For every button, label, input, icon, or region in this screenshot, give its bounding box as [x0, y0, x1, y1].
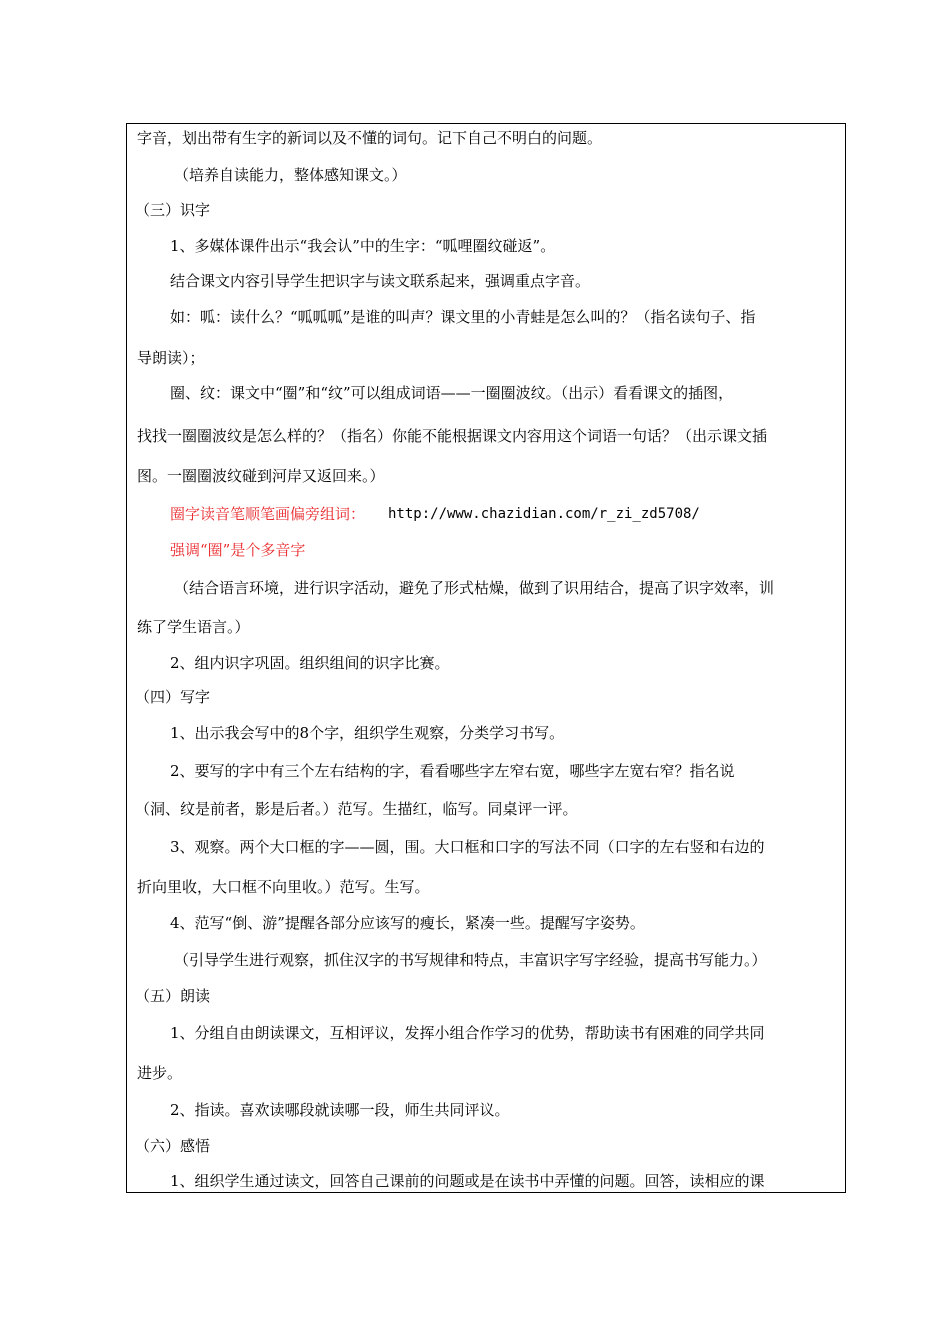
text-line-1: 字音，划出带有生字的新词以及不懂的词句。记下自己不明白的问题。 — [137, 129, 603, 147]
text-line-5: 结合课文内容引导学生把识字与读文联系起来，强调重点字音。 — [170, 272, 591, 290]
reference-link[interactable]: http://www.chazidian.com/r_zi_zd5708/ — [388, 506, 700, 522]
text-line-18: 1、出示我会写中的8个字，组织学生观察，分类学习书写。 — [170, 724, 565, 742]
text-line-24: （引导学生进行观察，抓住汉字的书写规律和特点，丰富识字写字经验，提高书写能力。） — [174, 951, 767, 969]
text-line-28: 2、指读。喜欢读哪段就读哪一段，师生共同评议。 — [170, 1101, 510, 1119]
text-line-30: 1、组织学生通过读文，回答自己课前的问题或是在读书中弄懂的问题。回答，读相应的课 — [170, 1172, 765, 1190]
text-line-16: 2、组内识字巩固。组织组间的识字比赛。 — [170, 654, 450, 672]
text-line-19: 2、要写的字中有三个左右结构的字，看看哪些字左窄右宽，哪些字左宽右窄？指名说 — [170, 762, 735, 780]
text-line-23: 4、范写“倒、游”提醒各部分应该写的瘦长，紧凑一些。提醒写字姿势。 — [170, 914, 645, 932]
text-line-2: （培养自读能力，整体感知课文。） — [174, 166, 407, 184]
text-line-27: 进步。 — [137, 1064, 183, 1082]
text-line-9: 找找一圈圈波纹是怎么样的？（指名）你能不能根据课文内容用这个词语一句话？（出示课文插 — [137, 427, 768, 445]
text-line-22: 折向里收，大口框不向里收。）范写。生写。 — [137, 878, 430, 896]
section-heading-5: （五）朗读 — [135, 987, 211, 1005]
text-line-6: 如：呱：读什么？“呱呱呱”是谁的叫声？课文里的小青蛙是怎么叫的？（指名读句子、指 — [170, 308, 756, 326]
red-note-polyphone: 强调“圈”是个多音字 — [170, 541, 306, 559]
section-heading-6: （六）感悟 — [135, 1137, 211, 1155]
text-line-20: （洞、纹是前者，影是后者。）范写。生描红，临写。同桌评一评。 — [135, 800, 578, 818]
red-note-label: 圈字读音笔顺笔画偏旁组词： — [170, 505, 366, 523]
text-line-21: 3、观察。两个大口框的字——圆，围。大口框和口字的写法不同（口字的左右竖和右边的 — [170, 838, 765, 856]
section-heading-3: （三）识字 — [135, 201, 211, 219]
text-line-14: （结合语言环境，进行识字活动，避免了形式枯燥，做到了识用结合，提高了识字效率，训 — [174, 579, 775, 597]
text-line-10: 图。一圈圈波纹碰到河岸又返回来。） — [137, 467, 385, 485]
text-line-26: 1、分组自由朗读课文，互相评议，发挥小组合作学习的优势，帮助读书有困难的同学共同 — [170, 1024, 765, 1042]
section-heading-4: （四）写字 — [135, 688, 211, 706]
text-line-4: 1、多媒体课件出示“我会认”中的生字：“呱哩圈纹碰返”。 — [170, 237, 556, 255]
text-line-8: 圈、纹：课文中“圈”和“纹”可以组成词语——一圈圈波纹。（出示）看看课文的插图， — [170, 384, 734, 402]
text-line-15: 练了学生语言。） — [137, 618, 250, 636]
text-line-7: 导朗读）； — [137, 349, 205, 367]
